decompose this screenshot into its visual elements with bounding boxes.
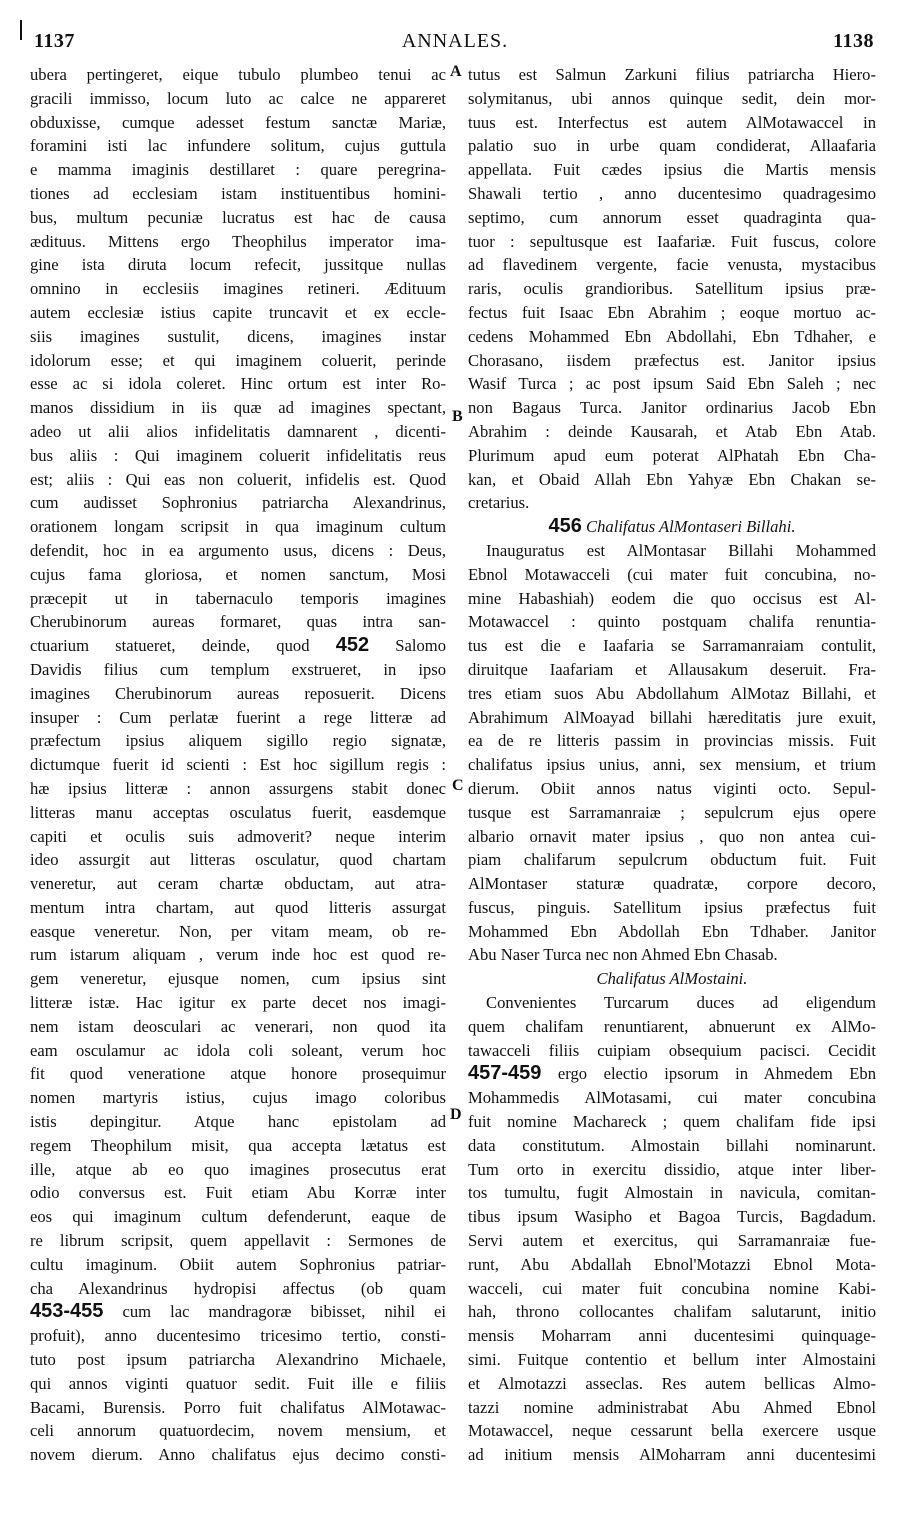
text-line: fuit nomine Machareck ; quem chalifam fide ipsi xyxy=(468,1112,876,1132)
text-line: litteræ istæ. Hac igitur ex parte decet nos imagi- xyxy=(30,993,446,1013)
text-line: autem ecclesiæ istius capite truncavit et ex eccle- xyxy=(30,302,446,322)
text-line: insuper : Cum perlatæ fuerint a rege litteræ ad xyxy=(30,707,446,727)
text-segment: ctuarium statueret, deinde, quod xyxy=(30,636,310,656)
text-line: defendit, hoc in ea argumento usus, dicens : Deus, xyxy=(30,540,446,560)
text-line: diruitque Iaafariam et Allausakum deseruit. Fra- xyxy=(468,659,876,679)
text-line: tibus ipsum Wasipho et Bagoa Turcis, Bagdadum. xyxy=(468,1207,876,1227)
text-line: istis depingitur. Atque hanc epistolam ad xyxy=(30,1112,446,1132)
text-line: Plurimum apud eum poterat AlPhatah Ebn Cha- xyxy=(468,445,876,465)
text-line: tiones ad ecclesiam istam instituentibus homini- xyxy=(30,183,446,203)
text-line: cultu imaginum. Obiit autem Sophronius patriar- xyxy=(30,1254,446,1274)
text-line: Servi autem et exercitus, qui Sarramanraiæ fue- xyxy=(468,1231,876,1251)
text-line: bus, multum pecuniæ lucratus est hac de causa xyxy=(30,207,446,227)
text-line: ideo assurgit aut litteras osculatur, quod chartam xyxy=(30,850,446,870)
text-line: mensis Moharram anni ducentesimi quinquage- xyxy=(468,1326,876,1346)
text-line: non Bagaus Turca. Janitor ordinarius Jacob Ebn xyxy=(468,398,876,418)
text-line: Chorasano, iisdem præfectus est. Janitor ipsius xyxy=(468,350,876,370)
text-line: orationem longam scripsit in qua imaginum cultum xyxy=(30,517,446,537)
margin-number-456: 456 xyxy=(548,515,582,538)
text-line: fit quod veneratione atque honore prosequimur xyxy=(30,1064,446,1084)
text-line: veneretur, aut ceram chartæ obductam, aut atra- xyxy=(30,874,446,894)
text-line: quem chalifam renuntiarent, abnuerunt ex AlMo- xyxy=(468,1016,876,1036)
text-line: tuus est. Interfectus est autem AlMotawaccel in xyxy=(468,112,876,132)
text-line: tos tumultu, fugit Almostain in navicula, comitan- xyxy=(468,1183,876,1203)
text-line: Motawaccel : quinto postquam chalifa renuntia- xyxy=(468,612,876,632)
text-line: nem istam deosculari ac venerari, non quod ita xyxy=(30,1016,446,1036)
text-line: ad initium mensis AlMoharram anni ducentesimi xyxy=(468,1445,876,1465)
text-line: Tum orto in exercitu dissidio, atque inter liber- xyxy=(468,1159,876,1179)
text-line: solymitanus, ubi annos quinque sedit, dein mor- xyxy=(468,88,876,108)
text-line-with-number xyxy=(468,1062,876,1086)
text-line: tuto post ipsum patriarcha Alexandrino Michaele, xyxy=(30,1350,446,1370)
text-line: Mohammed Ebn Abdollah Ebn Tdhaber. Janitor xyxy=(468,921,876,941)
margin-number-453-455: 453-455 xyxy=(30,1300,104,1323)
text-line: tusque est Sarramanraiæ ; sepulcrum ejus opere xyxy=(468,802,876,822)
page-number-right: 1138 xyxy=(833,30,874,52)
text-line: capiti et oculis suis admoverit? neque interim xyxy=(30,826,446,846)
text-line: omnino in ecclesiis imagines retineri. Ædituum xyxy=(30,279,446,299)
text-line: tazzi nomine administrabat Abu Ahmed Ebnol xyxy=(468,1397,876,1417)
text-line-with-number xyxy=(30,1300,446,1324)
text-line: tus est die e Iaafaria se Sarramanraiam contulit, xyxy=(468,636,876,656)
text-line: easque veneretur. Non, per vitam meam, ob re- xyxy=(30,921,446,941)
section-marker-b: B xyxy=(452,408,463,425)
text-segment: cum lac mandragoræ bibisset, nihil ei xyxy=(122,1302,446,1322)
text-line: Abu Naser Turca nec non Ahmed Ebn Chasab. xyxy=(468,945,778,965)
text-line: Shawali tertio , anno ducentesimo quadragesimo xyxy=(468,183,876,203)
text-line: septimo, cum annorum esset quadraginta qua- xyxy=(468,207,876,227)
section-marker-a: A xyxy=(450,63,462,80)
text-line: fectus fuit Isaac Ebn Abrahim ; eoque mortuo ac- xyxy=(468,302,876,322)
text-line: obduxisse, cumque adesset festum sanctæ Mariæ, xyxy=(30,112,446,132)
text-line: Ebnol Motawacceli (cui mater fuit concubina, no- xyxy=(468,564,876,584)
section-marker-d: D xyxy=(450,1106,462,1123)
text-segment: Salomo xyxy=(395,636,446,656)
running-title: ANNALES. xyxy=(401,30,509,52)
text-line: hæ ipsius litteræ : annon assurgens stabit donec xyxy=(30,778,446,798)
margin-number-452: 452 xyxy=(335,634,370,657)
text-line: cretarius. xyxy=(468,493,530,513)
text-line: mentum intra chartam, aut quod litteris assurgat xyxy=(30,897,446,917)
text-line: dierum. Obiit annos natus viginti octo. Sepul- xyxy=(468,778,876,798)
section-heading-456 xyxy=(468,515,876,539)
text-line: eam osculamur ac idola coli soleant, verum hoc xyxy=(30,1040,446,1060)
text-line: tres etiam suos Abu Abdollahum AlMotaz Billahi, et xyxy=(468,683,876,703)
text-line: bus aliis : Qui imaginem coluerit infidelitatis reus xyxy=(30,445,446,465)
text-line: siis imagines sustulit, dicens, imagines instar xyxy=(30,326,446,346)
text-line: piam chalifarum sepulcrum obductum fuit. Fuit xyxy=(468,850,876,870)
text-line: simi. Fuitque contentio et bellum inter Almostaini xyxy=(468,1350,876,1370)
text-line: gine ista diruta locum refecit, jussitque nullas xyxy=(30,255,446,275)
text-line: data constitutum. Almostain billahi nominarunt. xyxy=(468,1135,876,1155)
running-header xyxy=(0,30,910,60)
text-line: tuor : sepultusque est Iaafariæ. Fuit fuscus, colore xyxy=(468,231,876,251)
text-line: novem dierum. Anno chalifatus ejus decimo consti- xyxy=(30,1445,446,1465)
text-line: albario ornavit mater ipsius , quo non antea cui- xyxy=(468,826,876,846)
text-line: cha Alexandrinus hydropisi affectus (ob quam xyxy=(30,1278,446,1298)
text-line: wacceli, cui mater fuit concubina nomine Kabi- xyxy=(468,1278,876,1298)
text-line: et Almotazzi asseclas. Res autem bellicas Almo- xyxy=(468,1373,876,1393)
text-line: nomen martyris istius, cujus imago coloribus xyxy=(30,1088,446,1108)
heading-text: Chalifatus AlMontaseri Billahi. xyxy=(586,517,796,537)
text-line: esse ac si idola coleret. Hinc ortum est inter Ro- xyxy=(30,374,446,394)
text-line: litteras manu acceptas osculatus fuerit, easdemque xyxy=(30,802,446,822)
text-line: mine Habashiah) eodem die quo occisus est Al- xyxy=(468,588,876,608)
text-line: dictumque fuerit id scienti : Est hoc sigillum regis : xyxy=(30,755,446,775)
text-line: præcepit ut in tabernaculo temporis imagines xyxy=(30,588,446,608)
margin-number-457-459: 457-459 xyxy=(468,1062,542,1085)
text-line: celi annorum quatuordecim, novem mensium, et xyxy=(30,1421,446,1441)
text-line: re librum scripsit, quem appellavit : Sermones de xyxy=(30,1231,446,1251)
text-line: cedens Mohammed Ebn Abdollahi, Ebn Tdhaher, e xyxy=(468,326,876,346)
text-line: Convenientes Turcarum duces ad eligendum xyxy=(486,993,876,1013)
text-line: gracili immisso, locum luto ac calce ne appareret xyxy=(30,88,446,108)
text-line: cum audisset Sophronius patriarcha Alexandrinus, xyxy=(30,493,446,513)
text-line: rum istarum aliquam , verum inde hoc est quod re- xyxy=(30,945,446,965)
text-line: ædituus. Mittens ergo Theophilus imperator ima- xyxy=(30,231,446,251)
right-column xyxy=(468,63,876,1467)
text-line: cujus fama gloriosa, et nomen sanctum, Mosi xyxy=(30,564,446,584)
text-line: qui annos viginti quatuor sedit. Fuit ille e filiis xyxy=(30,1373,446,1393)
text-line: runt, Abu Abdallah Ebnol'Motazzi Ebnol Mota- xyxy=(468,1254,876,1274)
text-line: palatio suo in urbe quam condiderat, Allaafaria xyxy=(468,136,876,156)
text-line: adeo ut alii alios infidelitatis damnarent , dicenti- xyxy=(30,421,446,441)
text-line: ad flavedinem vergente, facie venusta, mystacibus xyxy=(468,255,876,275)
text-line: foramini isti lac infundere solitum, cujus guttula xyxy=(30,136,446,156)
text-line: AlMontaser staturæ quadratæ, corpore decoro, xyxy=(468,874,876,894)
text-line: Motawaccel, neque cessarunt bella exercere usque xyxy=(468,1421,876,1441)
section-heading-mostaini: Chalifatus AlMostaini. xyxy=(596,969,748,989)
text-line: est; aliis : Qui eas non coluerit, infidelis est. Quod xyxy=(30,469,446,489)
text-line: ubera pertingeret, eique tubulo plumbeo tenui ac xyxy=(30,65,446,84)
text-line: Inauguratus est AlMontasar Billahi Mohammed xyxy=(486,540,876,560)
text-line: hah, throno collocantes chalifam salutarunt, initio xyxy=(468,1302,876,1322)
text-line: idolorum esse; et qui imaginem coluerit, perinde xyxy=(30,350,446,370)
text-line: e mamma imaginis destillaret : quare peregrina- xyxy=(30,160,446,180)
text-line: appellata. Fuit cædes ipsius die Martis mensis xyxy=(468,160,876,180)
text-line: chalifatus ipsius unius, anni, sex mensium, et trium xyxy=(468,755,876,775)
section-marker-c: C xyxy=(452,777,464,794)
text-line: eos qui imaginum cultum defenderunt, eaque de xyxy=(30,1207,446,1227)
text-line: regem Theophilum misit, qua accepta lætatus est xyxy=(30,1135,446,1155)
text-line: manos dissidium in iis quæ ad imagines spectant, xyxy=(30,398,446,418)
text-line: Davidis filius cum templum exstrueret, in ipso xyxy=(30,659,446,679)
text-segment: ergo electio ipsorum in Ahmedem Ebn xyxy=(557,1064,876,1084)
text-line-with-number xyxy=(30,634,446,658)
text-line: Abrahimum AlMoayad billahi hæreditatis jure exuit, xyxy=(468,707,876,727)
text-line: tutus est Salmun Zarkuni filius patriarcha Hiero- xyxy=(468,65,876,84)
page-number-left: 1137 xyxy=(34,30,75,52)
text-line: præfectum ipsius aliquem sigillo regio signatæ, xyxy=(30,731,446,751)
text-line: tawacceli filiis cuipiam obsequium pacisci. Cecidit xyxy=(468,1040,876,1060)
text-line: profuit), anno ducentesimo tricesimo tertio, consti- xyxy=(30,1326,446,1346)
text-line: Abrahim : deinde Kausarah, et Atab Ebn Atab. xyxy=(468,421,876,441)
text-line: kan, et Obaid Allah Ebn Yahyæ Ebn Chakan se- xyxy=(468,469,876,489)
text-line: Mohammedis AlMotasami, cui mater concubina xyxy=(468,1088,876,1108)
text-line: ea de re litteris passim in provincias missis. Fuit xyxy=(468,731,876,751)
text-line: Cherubinorum aureas formaret, quas intra san- xyxy=(30,612,446,632)
text-line: fuscus, pinguis. Satellitum ipsius præfectus fuit xyxy=(468,897,876,917)
text-line: imagines Cherubinorum aureas reposuerit. Dicens xyxy=(30,683,446,703)
left-column xyxy=(30,63,446,1467)
text-line: gem veneretur, ejusque nomen, cum ipsius sint xyxy=(30,969,446,989)
text-line: Bacami, Burensis. Porro fuit chalifatus AlMotawac- xyxy=(30,1397,446,1417)
text-line: raris, oculis grandioribus. Satellitum ipsius præ- xyxy=(468,279,876,299)
text-line: Wasif Turca ; ac post ipsum Said Ebn Saleh ; nec xyxy=(468,374,876,394)
text-line: ille, atque ab eo quo imagines prosecutus erat xyxy=(30,1159,446,1179)
text-line: odio conversus est. Fuit etiam Abu Korræ inter xyxy=(30,1183,446,1203)
